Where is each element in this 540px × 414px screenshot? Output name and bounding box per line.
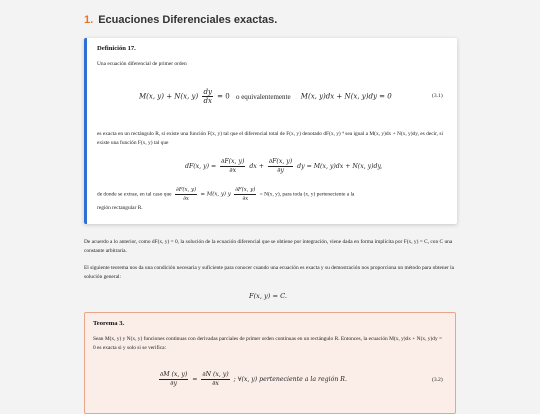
theorem-title: Teorema 3. <box>93 320 125 327</box>
equation-number-3-1: (3.1) <box>432 93 443 99</box>
general-solution-equation: F(x, y) = C. <box>249 292 287 300</box>
body-paragraph-1: De acuerdo a lo anterior, como dF(x, y) = 0, la solución de la ecuación diferencial que se obtiene por integración, viene dada en forma implícita por F(x, y) = C, con C una constante arbitraria. <box>84 239 453 254</box>
eq1-left: M(x, y) + N(x, y) <box>139 92 199 101</box>
definition-title: Definición 17. <box>97 45 136 52</box>
document-page <box>84 0 458 405</box>
definition-para1: es exacta en un rectángulo R, si existe una función F(x, y) tal que el diferencial total de F(x, y) denotado dF(x, y) ⁴ sea igual a M(x, y)dx + N(x, y)dy, es decir, si existe una función F(x, y) tal que <box>97 131 443 146</box>
eq1-right: = 0 <box>217 92 230 101</box>
eq1-connector: o equivalentemente <box>235 92 291 101</box>
eq1-fraction: $\frac{dy}{dx}$ <box>203 88 212 105</box>
equation-3-1 <box>139 88 392 105</box>
equation-total-differential: dF(x, y) = $\frac{\partial F(x, y)}{\partial x}$ dx + $\frac{\partial F(x, y)}{\partial y}$ dy = M(x, y)dx + N(x, y)dy, <box>185 158 383 174</box>
definition-box <box>84 38 457 224</box>
section-title: Ecuaciones Diferenciales exactas. <box>98 14 278 26</box>
definition-intro: Una ecuación diferencial de primer orden <box>97 61 187 67</box>
definition-para2-end: región rectangular R. <box>97 205 143 211</box>
equation-number-3-2: (3.2) <box>432 377 443 383</box>
section-number: 1. <box>84 14 94 26</box>
theorem-box <box>84 312 456 414</box>
definition-para2: de donde se extrae, en tal caso que $\frac{\partial F(x, y)}{\partial x}$ = M(x, y) y $\frac{\partial F(x, y)}{\partial x}$ = N(x, y), para toda (x, y) perteneciente a la <box>97 187 355 202</box>
body-paragraph-2: El siguiente teorema nos da una condición necesaria y suficiente para conocer cuando una ecuación es exacta y su demostración nos proporciona un método para obtener la solución general: <box>84 265 455 280</box>
theorem-paragraph: Sean M(x, y) y N(x, y) funciones continuas con derivadas parciales de primer orden continuas en un rectángulo R. Entonces, la ecuación M(x, y)dx + N(x, y)dy = 0 es exacta si y solo si se verifica: <box>93 336 443 351</box>
section-heading <box>84 14 277 26</box>
equation-3-2: $\frac{\partial M (x, y)}{\partial y}$ = $\frac{\partial N (x, y)}{\partial x}$ ; ∀(x, y) perteneciente a la región R. <box>160 371 347 387</box>
eq1-alt: M(x, y)dx + N(x, y)dy = 0 <box>300 92 392 101</box>
